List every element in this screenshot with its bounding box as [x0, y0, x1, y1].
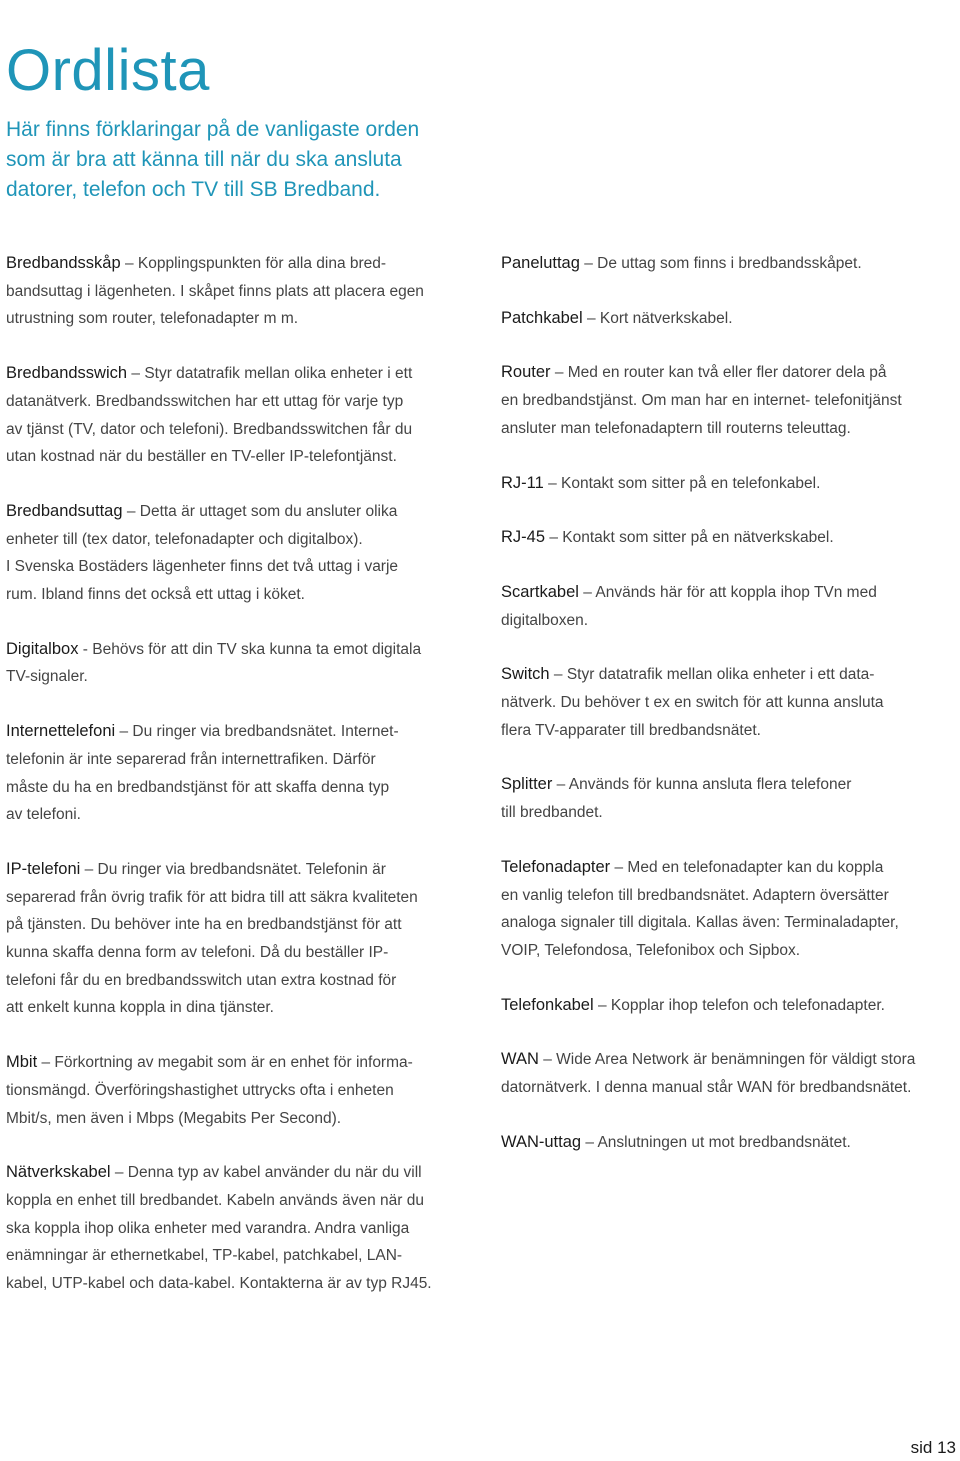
- glossary-definition: TV-signaler.: [6, 668, 88, 686]
- glossary-line: [501, 524, 956, 552]
- glossary-line: [6, 1049, 466, 1077]
- glossary-definition: datanätverk. Bredbandsswitchen har ett uttag för varje typ: [6, 392, 404, 410]
- glossary-definition: utan kostnad när du beställer en TV-eller IP-telefontjänst.: [6, 448, 397, 466]
- glossary-line: [6, 911, 466, 939]
- page-title: Ordlista: [6, 37, 210, 103]
- glossary-left-column: [6, 250, 466, 1298]
- intro-line: som är bra att känna till när du ska ansluta: [6, 148, 402, 171]
- glossary-line: [6, 718, 466, 746]
- glossary-definition: Kopplar ihop telefon och telefonadapter.: [610, 996, 885, 1014]
- glossary-entry: [501, 661, 956, 744]
- glossary-definition: till bredbandet.: [501, 804, 603, 822]
- glossary-definition: att enkelt kunna koppla in dina tjänster.: [6, 999, 274, 1017]
- glossary-line: [501, 689, 956, 717]
- glossary-entry: [501, 854, 956, 965]
- glossary-definition: Används här för att koppla ihop TVn med: [595, 583, 877, 601]
- glossary-line: [501, 909, 956, 937]
- glossary-term: WAN: [501, 1050, 539, 1069]
- glossary-term: Digitalbox: [6, 639, 79, 658]
- glossary-definition: Anslutningen ut mot bredbandsnätet.: [597, 1133, 851, 1151]
- glossary-definition: datornätverk. I denna manual står WAN för bredbandsnätet.: [501, 1079, 912, 1097]
- glossary-separator: –: [543, 474, 562, 492]
- glossary-separator: –: [115, 723, 133, 741]
- glossary-separator: –: [122, 502, 140, 520]
- glossary-definition: telefonin är inte separerad från internettrafiken. Därför: [6, 750, 376, 768]
- glossary-definition: på tjänsten. Du behöver inte ha en bredbandstjänst för att: [6, 916, 402, 934]
- glossary-separator: –: [538, 1051, 557, 1069]
- glossary-entry: [501, 579, 956, 634]
- glossary-line: [6, 746, 466, 774]
- glossary-line: [6, 498, 466, 526]
- glossary-line: [501, 854, 956, 882]
- glossary-line: [6, 663, 466, 691]
- glossary-line: [501, 882, 956, 910]
- glossary-entry: [501, 470, 956, 498]
- glossary-definition: flera TV-apparater till bredbandsnätet.: [501, 721, 761, 739]
- glossary-entry: [501, 771, 956, 826]
- glossary-definition: Kopplingspunkten för alla dina bred-: [137, 255, 387, 272]
- glossary-term: Mbit: [6, 1053, 38, 1072]
- glossary-separator: –: [552, 776, 569, 794]
- glossary-term: Router: [501, 363, 551, 382]
- glossary-definition: av telefoni.: [6, 806, 81, 824]
- glossary-line: [501, 305, 956, 333]
- glossary-term: Switch: [501, 665, 550, 684]
- glossary-definition: Wide Area Network är benämningen för väldigt stora: [556, 1051, 916, 1069]
- glossary-entry: [6, 856, 466, 1022]
- glossary-entry: [6, 1159, 466, 1298]
- glossary-right-column: [501, 250, 956, 1156]
- glossary-definition: koppla en enhet till bredbandet. Kabeln används även när du: [6, 1191, 424, 1209]
- glossary-line: [6, 967, 466, 995]
- glossary-definition: rum. Ibland finns det också ett uttag i köket.: [6, 586, 305, 604]
- glossary-definition: tionsmängd. Överföringshastighet uttrycks ofta i enheten: [6, 1081, 394, 1099]
- glossary-entry: [6, 250, 466, 333]
- glossary-definition: Mbit/s, men även i Mbps (Megabits Per Second).: [6, 1109, 342, 1127]
- glossary-separator: –: [610, 858, 628, 876]
- glossary-term: WAN-uttag: [501, 1132, 582, 1151]
- glossary-term: Bredbandsuttag: [6, 501, 123, 520]
- glossary-definition: ska koppla ihop olika enheter med varandra. Andra vanliga: [6, 1219, 410, 1237]
- glossary-line: [501, 992, 956, 1020]
- glossary-line: [6, 1242, 466, 1270]
- glossary-line: [6, 939, 466, 967]
- glossary-definition: analoga signaler till digitala. Kallas även: Terminaladapter,: [501, 914, 899, 932]
- glossary-definition: Med en telefonadapter kan du koppla: [627, 858, 884, 876]
- glossary-definition: av tjänst (TV, dator och telefoni). Bredbandsswitchen får du: [6, 420, 413, 438]
- page-number: sid 13: [910, 1438, 956, 1457]
- glossary-line: [501, 579, 956, 607]
- glossary-entry: [6, 1049, 466, 1132]
- glossary-line: [6, 1270, 466, 1298]
- glossary-line: [6, 636, 466, 664]
- glossary-definition: Kontakt som sitter på en telefonkabel.: [561, 474, 821, 492]
- glossary-line: [501, 387, 956, 415]
- glossary-entry: [6, 636, 466, 691]
- glossary-term: Internettelefoni: [6, 722, 116, 741]
- glossary-separator: –: [127, 365, 145, 383]
- glossary-line: [501, 717, 956, 745]
- glossary-separator: –: [593, 996, 611, 1014]
- glossary-term: IP-telefoni: [6, 859, 81, 878]
- glossary-definition: Behövs för att din TV ska kunna ta emot digitala: [92, 640, 422, 658]
- glossary-line: [6, 526, 466, 554]
- glossary-definition: en bredbandstjänst. Om man har en internet- telefonitjänst: [501, 392, 902, 410]
- glossary-line: [6, 443, 466, 471]
- glossary-line: [501, 1046, 956, 1074]
- glossary-separator: –: [37, 1054, 55, 1072]
- glossary-definition: VOIP, Telefondosa, Telefonibox och Sipbox.: [501, 941, 801, 959]
- glossary-line: [501, 661, 956, 689]
- intro-line: Här finns förklaringar på de vanligaste orden: [6, 118, 420, 141]
- glossary-definition: Styr datatrafik mellan olika enheter i ett: [144, 365, 413, 383]
- glossary-definition: kunna skaffa denna form av telefoni. Då du beställer IP-: [6, 944, 389, 962]
- glossary-definition: separerad från övrig trafik för att bidra till att säkra kvaliteten: [6, 888, 418, 906]
- glossary-entry: [501, 1129, 956, 1157]
- glossary-definition: Används för kunna ansluta flera telefoner: [568, 776, 852, 794]
- glossary-entry: [6, 360, 466, 471]
- glossary-separator: –: [549, 666, 567, 684]
- glossary-definition: Denna typ av kabel använder du när du vill: [127, 1164, 422, 1182]
- glossary-line: [6, 581, 466, 609]
- glossary-line: [6, 416, 466, 444]
- glossary-entry: [6, 498, 466, 609]
- glossary-term: Splitter: [501, 775, 553, 794]
- glossary-line: [6, 801, 466, 829]
- glossary-separator: –: [581, 1133, 598, 1151]
- glossary-entry: [6, 718, 466, 829]
- glossary-line: [501, 1129, 956, 1157]
- glossary-separator: –: [579, 255, 598, 272]
- glossary-entry: [501, 1046, 956, 1101]
- intro-line: datorer, telefon och TV till SB Bredband.: [6, 178, 381, 201]
- glossary-line: [501, 799, 956, 827]
- glossary-separator: –: [80, 860, 98, 878]
- glossary-definition: nätverk. Du behöver t ex en switch för att kunna ansluta: [501, 694, 884, 712]
- glossary-line: [6, 1215, 466, 1243]
- glossary-definition: enämningar är ethernetkabel, TP-kabel, patchkabel, LAN-: [6, 1247, 403, 1265]
- glossary-definition: ansluter man telefonadaptern till routerns teleuttag.: [501, 419, 851, 437]
- glossary-term: Paneluttag: [501, 254, 580, 272]
- glossary-line: [501, 470, 956, 498]
- glossary-definition: digitalboxen.: [501, 611, 589, 629]
- glossary-definition: bandsuttag i lägenheten. I skåpet finns plats att placera egen: [6, 282, 424, 300]
- glossary-line: [6, 774, 466, 802]
- glossary-line: [6, 360, 466, 388]
- glossary-definition: kabel, UTP-kabel och data-kabel. Kontakterna är av typ RJ45.: [6, 1275, 432, 1293]
- glossary-line: [6, 250, 466, 278]
- glossary-term: RJ-45: [501, 528, 546, 547]
- glossary-line: [501, 771, 956, 799]
- glossary-line: [501, 1074, 956, 1102]
- glossary-definition: Kontakt som sitter på en nätverkskabel.: [562, 529, 834, 547]
- glossary-line: [6, 884, 466, 912]
- glossary-line: [6, 388, 466, 416]
- glossary-entry: [501, 524, 956, 552]
- glossary-definition: Styr datatrafik mellan olika enheter i ett data-: [566, 666, 875, 684]
- glossary-line: [6, 1077, 466, 1105]
- glossary-separator: –: [545, 529, 563, 547]
- glossary-definition: Förkortning av megabit som är en enhet för informa-: [54, 1054, 413, 1072]
- glossary-term: RJ-11: [501, 473, 544, 492]
- glossary-term: Scartkabel: [501, 582, 579, 601]
- glossary-line: [501, 415, 956, 443]
- glossary-entry: [501, 992, 956, 1020]
- glossary-separator: –: [110, 1164, 128, 1182]
- glossary-definition: måste du ha en bredbandstjänst för att skaffa denna typ: [6, 778, 390, 796]
- glossary-separator: –: [578, 583, 596, 601]
- glossary-line: [6, 1159, 466, 1187]
- glossary-definition: enheter till (tex dator, telefonadapter och digitalbox).: [6, 530, 363, 548]
- glossary-term: Telefonkabel: [501, 995, 594, 1014]
- glossary-separator: –: [550, 364, 568, 382]
- glossary-definition: De uttag som finns i bredbandsskåpet.: [597, 255, 862, 272]
- glossary-term: Patchkabel: [501, 308, 583, 327]
- glossary-term: Bredbandsswich: [6, 364, 128, 383]
- glossary-term: Telefonadapter: [501, 857, 611, 876]
- intro-text: [6, 115, 476, 205]
- glossary-definition: I Svenska Bostäders lägenheter finns det två uttag i varje: [6, 558, 399, 576]
- glossary-line: [6, 553, 466, 581]
- glossary-separator: –: [582, 309, 600, 327]
- glossary-separator: -: [78, 640, 93, 658]
- glossary-definition: en vanlig telefon till bredbandsnätet. Adaptern översätter: [501, 886, 889, 904]
- glossary-entry: [501, 250, 956, 278]
- glossary-entry: [501, 305, 956, 333]
- glossary-entry: [501, 359, 956, 442]
- glossary-definition: Du ringer via bredbandsnätet. Telefonin är: [97, 860, 386, 878]
- glossary-line: [501, 937, 956, 965]
- glossary-line: [501, 359, 956, 387]
- glossary-line: [501, 607, 956, 635]
- glossary-line: [6, 856, 466, 884]
- glossary-separator: –: [120, 255, 138, 272]
- glossary-definition: utrustning som router, telefonadapter m m.: [6, 310, 299, 328]
- glossary-line: [6, 278, 466, 306]
- glossary-definition: Du ringer via bredbandsnätet. Internet-: [132, 723, 399, 741]
- glossary-line: [6, 305, 466, 333]
- glossary-term: Bredbandsskåp: [6, 254, 121, 272]
- glossary-definition: telefoni får du en bredbandsswitch utan extra kostnad för: [6, 971, 397, 989]
- glossary-definition: Med en router kan två eller fler datorer dela på: [567, 364, 887, 382]
- glossary-line: [501, 250, 956, 278]
- glossary-line: [6, 1187, 466, 1215]
- glossary-definition: Detta är uttaget som du ansluter olika: [139, 502, 398, 520]
- glossary-term: Nätverkskabel: [6, 1163, 111, 1182]
- glossary-definition: Kort nätverkskabel.: [599, 309, 733, 327]
- glossary-line: [6, 1105, 466, 1133]
- glossary-line: [6, 994, 466, 1022]
